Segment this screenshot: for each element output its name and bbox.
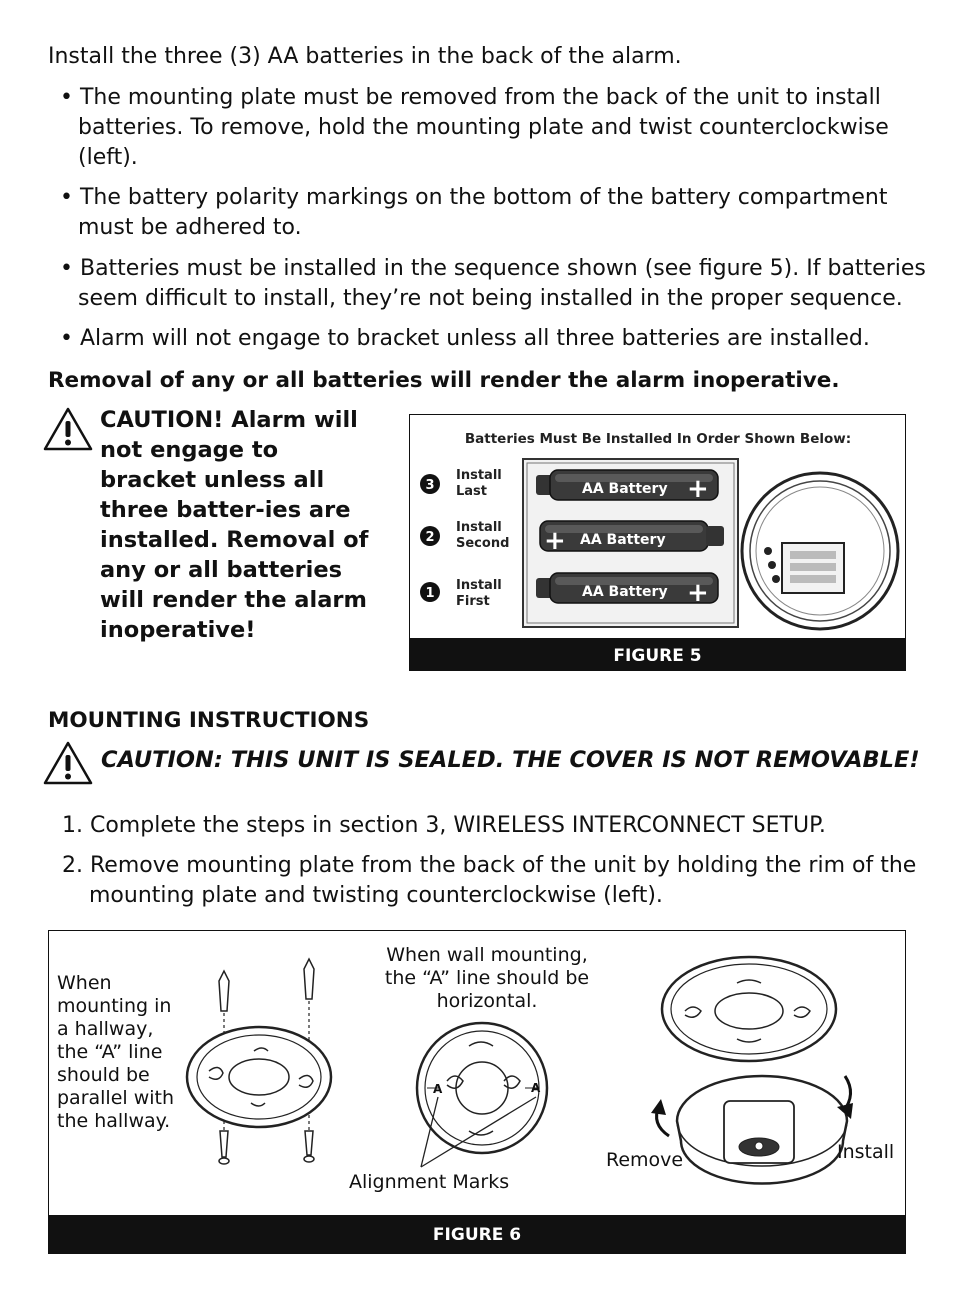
bullet-engage: • Alarm will not engage to bracket unless all three batteries are installed. — [60, 326, 870, 351]
caution-block: CAUTION! Alarm will not engage to bracket unless all three batter-ies are installed. Removal of any or all batteries will render the alarm inoperative! — [100, 407, 369, 643]
remove-label: Remove — [606, 1149, 684, 1171]
figure6-caption: FIGURE 6 — [49, 1215, 905, 1253]
mounting-heading: MOUNTING INSTRUCTIONS — [48, 708, 370, 733]
hallway-note: When mounting in a hallway, the “A” line should be parallel with the hallway. — [57, 972, 175, 1132]
row3-number: 3 — [425, 478, 435, 493]
figure-5 — [409, 414, 906, 671]
wall-note: When wall mounting, the “A” line should be horizontal. — [384, 944, 590, 1012]
alignment-marks-label: Alignment Marks — [349, 1171, 510, 1193]
bullet-polarity: • The battery polarity markings on the bottom of the battery compartment must be adhered to. — [60, 185, 888, 240]
row2-battery-label: AA Battery — [580, 532, 666, 548]
figure5-caption: FIGURE 5 — [410, 638, 905, 670]
row3-label1: Install — [456, 468, 502, 483]
sealed-caution: CAUTION: THIS UNIT IS SEALED. THE COVER IS NOT REMOVABLE! — [101, 747, 920, 773]
plus-icon: + — [544, 526, 566, 556]
bullet-remove-plate: • The mounting plate must be removed from the back of the unit to install batteries. To remove, hold the mounting plate and twist counterclockwise (left). — [60, 85, 889, 170]
row2-label1: Install — [456, 520, 502, 535]
row3-battery-label: AA Battery — [582, 481, 668, 497]
removal-warning: Removal of any or all batteries will render the alarm inoperative. — [48, 368, 840, 393]
battery-order-diagram — [410, 415, 905, 637]
row3-label2: Last — [456, 484, 488, 499]
row1-number: 1 — [425, 586, 435, 601]
battery-row-2 — [420, 520, 724, 556]
mounting-plate-left — [187, 1027, 331, 1127]
bullet-sequence: • Batteries must be installed in the sequence shown (see figure 5). If batteries seem difficult to install, they’re not being installed in the proper sequence. — [60, 256, 926, 311]
plus-icon: + — [687, 578, 709, 608]
row2-number: 2 — [425, 530, 435, 545]
plus-icon: + — [687, 474, 709, 504]
warning-triangle-icon — [42, 740, 94, 786]
row1-label2: First — [456, 594, 490, 609]
mark-a-right: A — [531, 1081, 541, 1095]
battery-row-1 — [420, 573, 718, 609]
alarm-back-illustration — [742, 473, 898, 629]
row2-label2: Second — [456, 536, 510, 551]
alarm-with-plate — [662, 957, 847, 1184]
battery-row-3 — [420, 468, 718, 504]
install-label: Install — [837, 1141, 895, 1163]
step-1: 1. Complete the steps in section 3, WIRELESS INTERCONNECT SETUP. — [62, 813, 826, 838]
row1-label1: Install — [456, 578, 502, 593]
mark-a-left: A — [433, 1082, 443, 1096]
intro-text: Install the three (3) AA batteries in the back of the alarm. — [48, 44, 682, 69]
warning-triangle-icon — [42, 406, 94, 452]
figure5-heading: Batteries Must Be Installed In Order Shown Below: — [464, 431, 852, 447]
row1-battery-label: AA Battery — [582, 584, 668, 600]
figure-6 — [48, 930, 906, 1254]
step-2: 2. Remove mounting plate from the back of the unit by holding the rim of the mounting plate and twisting counterclockwise (left). — [62, 853, 917, 908]
